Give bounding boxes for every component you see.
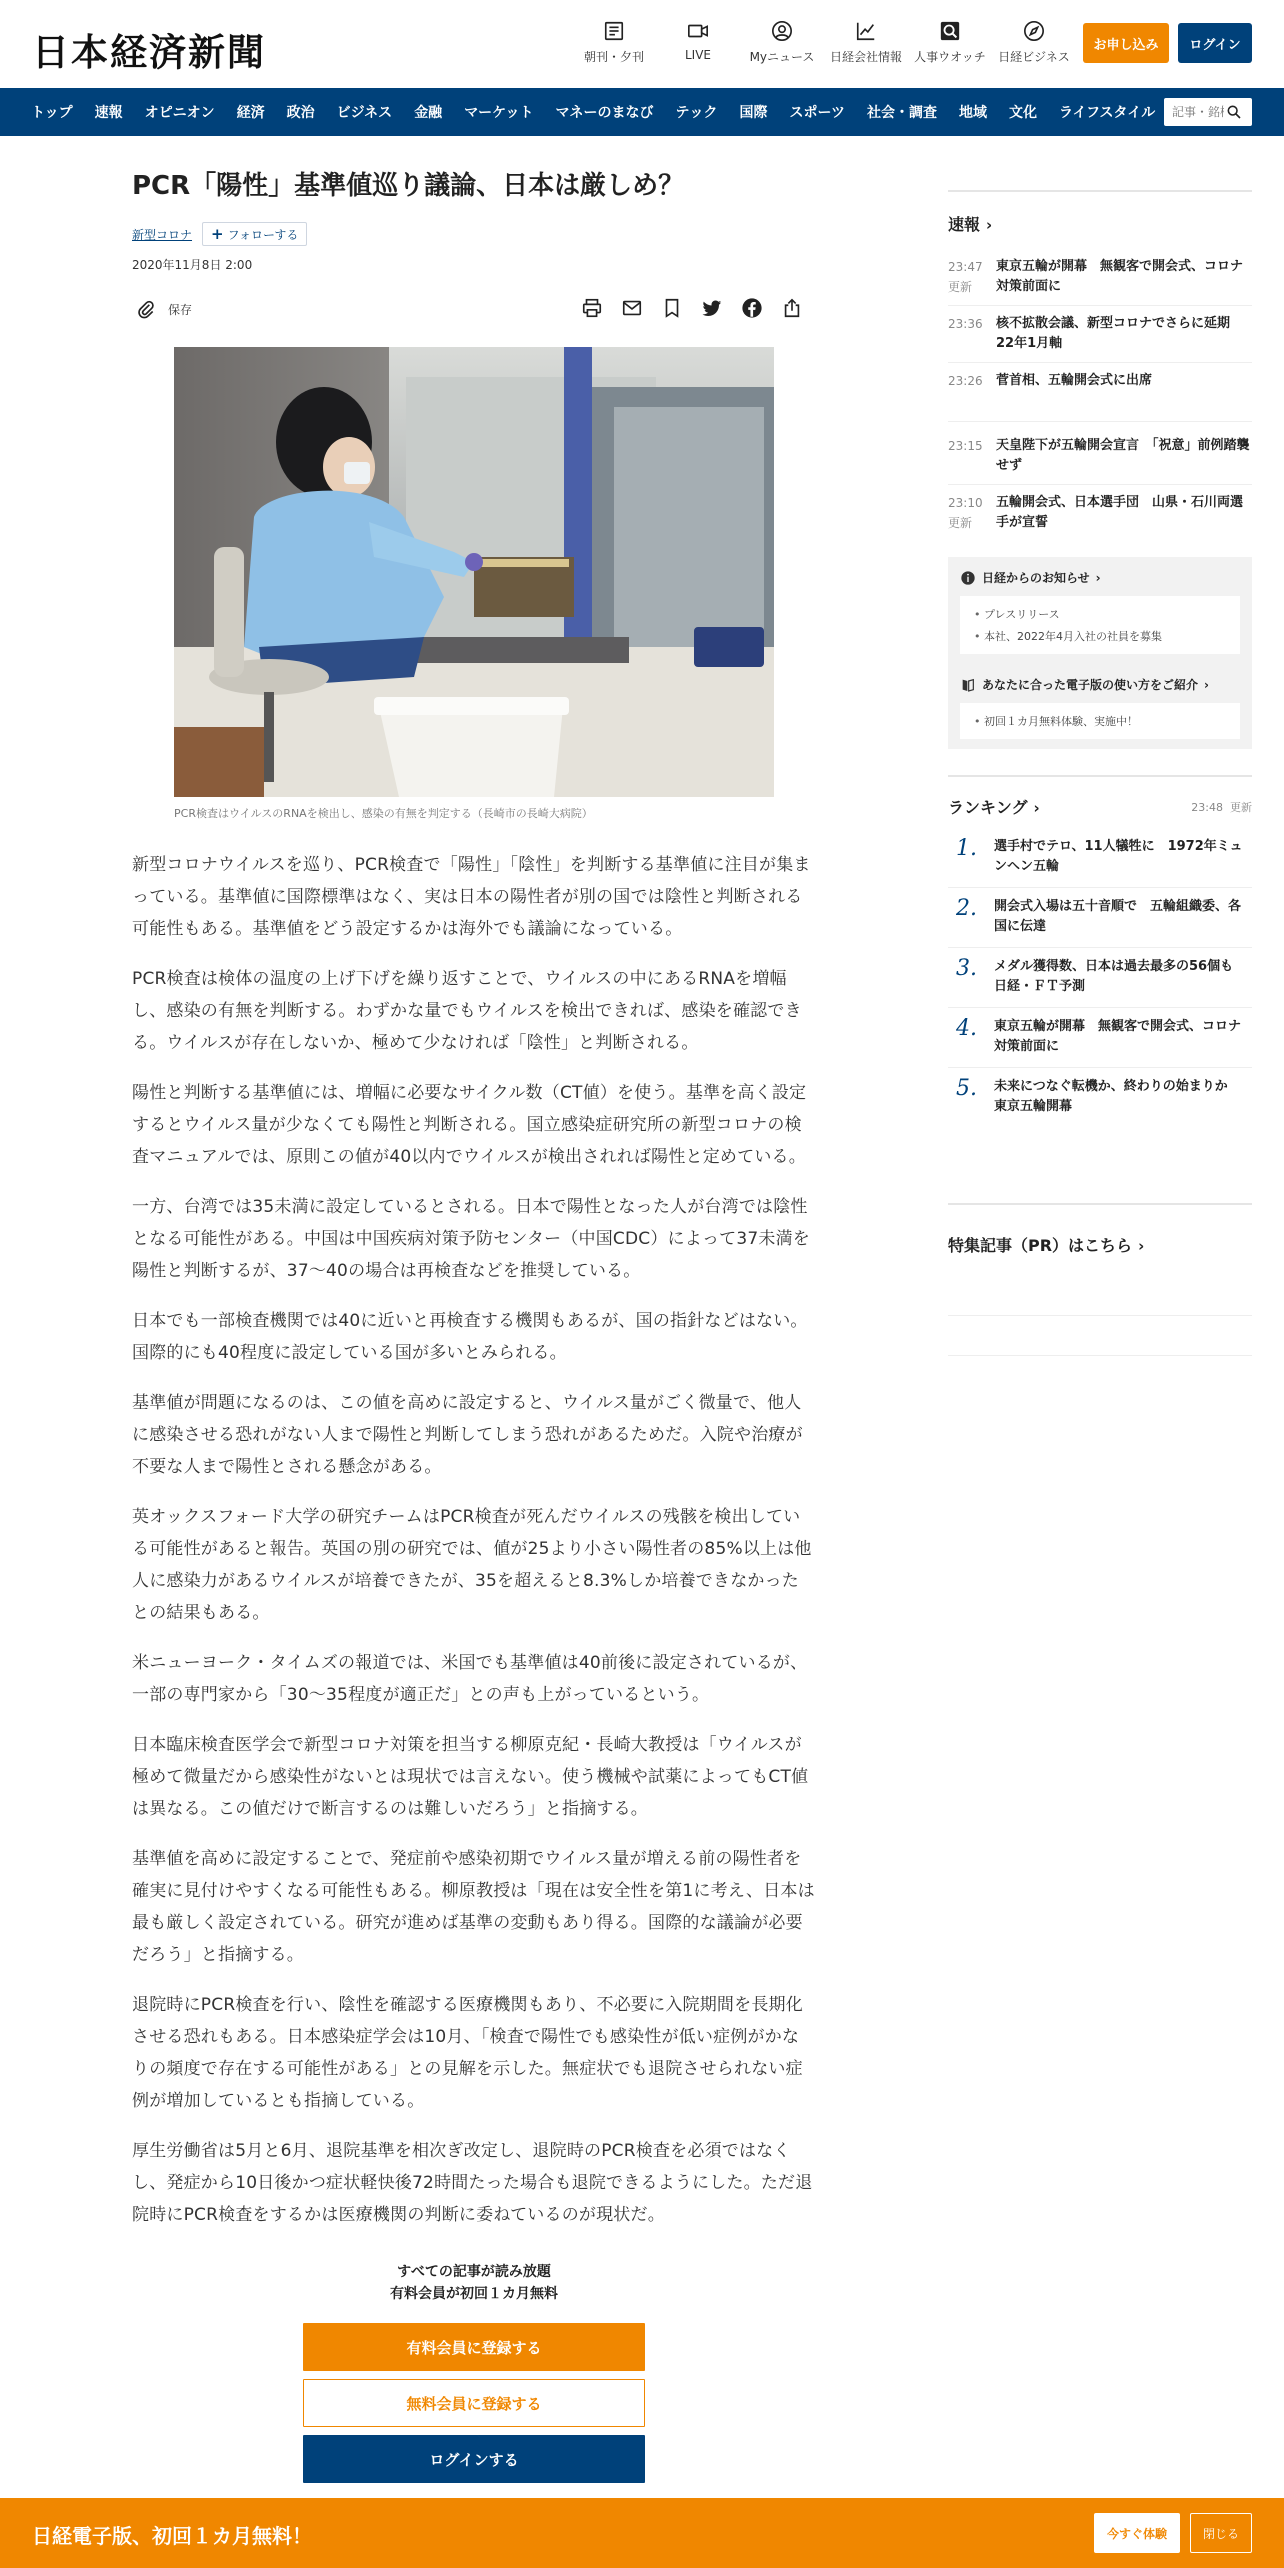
news-time bbox=[948, 314, 996, 354]
pr-list-placeholder bbox=[948, 1276, 1252, 1356]
breaking-news-header[interactable] bbox=[948, 190, 1252, 235]
company-info-link[interactable] bbox=[824, 20, 908, 65]
news-time bbox=[948, 436, 996, 476]
twitter-icon bbox=[701, 297, 723, 319]
ranking-title-text: ランキング bbox=[948, 798, 1028, 817]
pr-row bbox=[948, 1316, 1252, 1356]
chevron-right-icon: › bbox=[986, 216, 993, 234]
nav-item-opinion[interactable]: オピニオン bbox=[144, 105, 215, 121]
ranking-item-title: 開会式入場は五十音順で 五輪組織委、各国に伝達 bbox=[994, 899, 1242, 934]
chart-icon bbox=[855, 20, 877, 42]
guide-header[interactable] bbox=[960, 664, 1240, 703]
mail-icon bbox=[621, 297, 643, 319]
nav-items bbox=[20, 88, 1166, 136]
article-paragraph: 退院時にPCR検査を行い、陰性を確認する医療機関もあり、不必要に入院期間を長期化させる恐れもある。日本感染症学会は10月、「検査で陽性でも感染性が低い症例がかなりの頻度で存在する可能性がある」との見解を示した。無症状でも退院させられない症例が増加しているとも指摘している。 bbox=[132, 1995, 803, 2112]
nav-item-politics[interactable]: 政治 bbox=[286, 105, 315, 121]
chevron-right-icon: › bbox=[1095, 570, 1101, 585]
news-item[interactable] bbox=[948, 485, 1252, 541]
follow-label: フォローする bbox=[227, 227, 299, 242]
facebook-icon bbox=[741, 297, 763, 319]
nav-item-top[interactable]: トップ bbox=[31, 105, 73, 121]
news-item[interactable] bbox=[948, 428, 1252, 485]
login-button[interactable]: ログイン bbox=[1178, 23, 1252, 63]
plus-icon: + bbox=[211, 225, 224, 244]
news-time-text: 23:36 bbox=[948, 317, 983, 331]
notice-header[interactable] bbox=[960, 557, 1240, 596]
nav-item-money[interactable]: マネーのまなび bbox=[555, 105, 654, 121]
live-label: LIVE bbox=[684, 48, 711, 62]
paperclip-icon bbox=[136, 299, 156, 319]
bookmark-button[interactable] bbox=[652, 297, 692, 319]
nav-item-business[interactable]: ビジネス bbox=[336, 105, 393, 121]
print-edition-link[interactable] bbox=[572, 20, 656, 65]
lab-photo-illustration bbox=[174, 347, 774, 797]
search-icon[interactable] bbox=[1226, 104, 1242, 120]
ranking-title[interactable] bbox=[948, 795, 1040, 818]
my-news-link[interactable] bbox=[740, 20, 824, 65]
updated-label: 更新 bbox=[948, 516, 973, 530]
nikkei-business-link[interactable] bbox=[992, 20, 1076, 65]
note-icon bbox=[661, 297, 683, 319]
search-input[interactable] bbox=[1164, 99, 1224, 125]
promo-banner bbox=[0, 2498, 1284, 2568]
breaking-news-list bbox=[948, 249, 1252, 541]
search-person-icon bbox=[939, 20, 961, 42]
site-header bbox=[0, 0, 1284, 88]
guide-title: あなたに合った電子版の使い方をご紹介 bbox=[982, 678, 1199, 692]
news-title: 東京五輪が開幕 無観客で開会式、コロナ対策前面に bbox=[996, 259, 1244, 294]
site-logo[interactable]: 日本経済新聞 bbox=[32, 30, 266, 74]
notice-box bbox=[948, 557, 1252, 749]
newspaper-icon bbox=[603, 20, 625, 42]
article-paragraph: 基準値を高めに設定することで、発症前や感染初期でウイルス量が増える前の陽性者を確実に見付けやすくなる可能性もある。柳原教授は「現在は安全性を第1に考え、日本は最も厳しく設定されている。研究が進めば基準の変動もあり得る。国際的な議論が必要だろう」と指摘する。 bbox=[132, 1849, 815, 1966]
news-title: 天皇陛下が五輪開会宣言 「祝意」前例踏襲せず bbox=[996, 438, 1250, 473]
email-share-button[interactable] bbox=[612, 297, 652, 319]
register-paid-button[interactable]: 有料会員に登録する bbox=[303, 2323, 645, 2371]
nav-item-economy[interactable]: 経済 bbox=[236, 105, 265, 121]
article-paragraph: 英オックスフォード大学の研究チームはPCR検査が死んだウイルスの残骸を検出している可能性があると報告。英国の別の研究では、値が25より小さい陽性者の85%以上は他人に感染力があるウイルスが培養できたが、35を超えると8.3%しか培養できなかったとの結果もある。 bbox=[132, 1507, 812, 1624]
notice-list bbox=[960, 596, 1240, 654]
share-button[interactable] bbox=[772, 297, 812, 319]
paywall-login-button[interactable]: ログインする bbox=[303, 2435, 645, 2483]
sidebar bbox=[948, 136, 1252, 1356]
notice-separator bbox=[960, 654, 1240, 664]
guide-list bbox=[960, 703, 1240, 739]
info-icon bbox=[960, 570, 976, 586]
news-title: 菅首相、五輪開会式に出席 bbox=[996, 373, 1153, 388]
follow-button[interactable] bbox=[202, 222, 307, 246]
news-time-text: 23:26 bbox=[948, 374, 983, 388]
nav-item-international[interactable]: 国際 bbox=[739, 105, 768, 121]
news-time bbox=[948, 257, 996, 297]
article-paragraph: 陽性と判断する基準値には、増幅に必要なサイクル数（CT値）を使う。基準を高く設定するとウイルス量が少なくても陽性と判断される。国立感染症研究所の新型コロナの検査マニュアルでは、原則この値が40以内でウイルスが検出されれば陽性と定めている。 bbox=[132, 1083, 807, 1168]
user-icon bbox=[771, 20, 793, 42]
personnel-watch-label: 人事ウオッチ bbox=[914, 50, 986, 64]
paywall-headline: すべての記事が読み放題 bbox=[397, 2264, 551, 2281]
ranking-list bbox=[948, 828, 1252, 1127]
ranking-item-title: 未来につなぐ転機か、終わりの始まりか 東京五輪開幕 bbox=[994, 1079, 1241, 1114]
main-nav bbox=[0, 88, 1284, 136]
article-title: PCR「陽性」基準値巡り議論、日本は厳しめ？ bbox=[132, 171, 685, 201]
news-time-text: 23:47 bbox=[948, 260, 983, 274]
ranking-number: 2. bbox=[956, 896, 977, 921]
guide-item[interactable]: • 初回１カ月無料体験、実施中！ bbox=[974, 711, 1228, 733]
chevron-right-icon: › bbox=[1204, 677, 1209, 692]
nav-item-culture[interactable]: 文化 bbox=[1008, 105, 1037, 121]
ranking-item[interactable] bbox=[948, 1008, 1252, 1068]
chevron-right-icon: › bbox=[1138, 1237, 1145, 1255]
article-body bbox=[132, 849, 816, 2231]
photo-caption: PCR検査はウイルスのRNAを検出し、感染の有無を判定する（長崎市の長崎大病院） bbox=[174, 807, 593, 821]
news-time bbox=[948, 371, 996, 391]
nav-item-society[interactable]: 社会・調査 bbox=[866, 105, 937, 121]
search-box bbox=[1164, 98, 1252, 126]
article-paragraph: 日本臨床検査医学会で新型コロナ対策を担当する柳原克紀・長崎大教授は「ウイルスが極めて微量だから感染性がないとは現状では言えない。使う機械や試薬によってもCT値は異なる。この値だけで断言するのは難しいだろう」と指摘する。 bbox=[132, 1735, 809, 1820]
article-paragraph: 新型コロナウイルスを巡り、PCR検査で「陽性」「陰性」を判断する基準値に注目が集まっている。基準値に国際標準はなく、実は日本の陽性者が別の国では陰性と判断される可能性もある。基準値をどう設定するかは海外でも議論になっている。 bbox=[132, 855, 811, 940]
nav-item-tech[interactable]: テック bbox=[675, 105, 718, 121]
article-tags bbox=[132, 222, 816, 246]
ranking-number: 1. bbox=[956, 836, 977, 861]
ranking-updated bbox=[1191, 799, 1252, 815]
share-buttons bbox=[572, 297, 812, 319]
print-edition-label: 朝刊・夕刊 bbox=[583, 50, 644, 64]
article-paragraph: 基準値が問題になるのは、この値を高めに設定すると、ウイルス量がごく微量で、他人に感染させる恐れがない人まで陽性と判断してしまう恐れがあるためだ。入院や治療が不要な人まで陽性とされる懸念がある。 bbox=[132, 1393, 803, 1478]
article-toolbar bbox=[132, 293, 816, 327]
news-title: 五輪開会式、日本選手団 山県・石川両選手が宣誓 bbox=[996, 495, 1244, 530]
ranking-time: 23:48 bbox=[1191, 800, 1223, 814]
paywall-subline: 有料会員が初回１カ月無料 bbox=[390, 2286, 558, 2303]
news-time bbox=[948, 493, 996, 533]
news-item[interactable] bbox=[948, 249, 1252, 306]
printer-icon bbox=[581, 297, 603, 319]
ranking-item[interactable] bbox=[948, 828, 1252, 888]
ranking-number: 3. bbox=[956, 956, 977, 981]
ranking-item-title: メダル獲得数、日本は過去最多の56個も 日経・ＦＴ予測 bbox=[994, 959, 1247, 994]
notice-item[interactable]: • 本社、2022年4月入社の社員を募集 bbox=[974, 626, 1228, 648]
ranking-header bbox=[948, 775, 1252, 818]
breaking-news-title bbox=[948, 212, 992, 235]
article bbox=[132, 136, 816, 2483]
share-icon bbox=[781, 297, 803, 319]
news-item[interactable] bbox=[948, 363, 1252, 422]
nav-item-finance[interactable]: 金融 bbox=[414, 105, 443, 121]
book-icon bbox=[960, 677, 976, 693]
ranking-item[interactable] bbox=[948, 888, 1252, 948]
news-title: 核不拡散会議、新型コロナでさらに延期 22年1月軸 bbox=[996, 316, 1244, 351]
article-paragraph: 米ニューヨーク・タイムズの報道では、米国でも基準値は40前後に設定されているが、一部の専門家から「30～35程度が適正だ」との声も上がっているという。 bbox=[132, 1653, 808, 1706]
personnel-watch-link[interactable] bbox=[908, 20, 992, 65]
nav-item-sports[interactable]: スポーツ bbox=[789, 105, 845, 121]
compass-icon bbox=[1023, 20, 1045, 42]
ranking-updated-label: 更新 bbox=[1230, 800, 1252, 814]
print-button[interactable] bbox=[572, 297, 612, 319]
nikkei-business-label: 日経ビジネス bbox=[998, 50, 1070, 64]
article-paragraph: 厚生労働省は5月と6月、退院基準を相次ぎ改定し、退院時のPCR検査を必須ではなくし、発症から10日後かつ症状軽快後72時間たった場合も退院できるようにした。ただ退院時にPCR検査をするかは医療機関の判断に委ねているのが現状だ。 bbox=[132, 2141, 813, 2226]
nav-item-lifestyle[interactable]: ライフスタイル bbox=[1058, 105, 1156, 121]
pr-title bbox=[948, 1233, 1144, 1256]
company-info-label: 日経会社情報 bbox=[829, 50, 902, 64]
facebook-share-button[interactable] bbox=[732, 297, 772, 319]
pr-row bbox=[948, 1276, 1252, 1316]
save-label: 保存 bbox=[168, 302, 193, 317]
nav-item-breaking[interactable]: 速報 bbox=[94, 105, 123, 121]
try-now-button[interactable]: 今すぐ体験 bbox=[1094, 2513, 1180, 2553]
article-photo bbox=[174, 347, 774, 797]
notice-item[interactable]: • プレスリリース bbox=[974, 604, 1228, 626]
news-time-text: 23:10 bbox=[948, 496, 983, 510]
nav-item-market[interactable]: マーケット bbox=[464, 105, 534, 121]
my-news-label: Myニュース bbox=[749, 50, 815, 64]
news-item[interactable] bbox=[948, 306, 1252, 363]
video-icon bbox=[687, 20, 709, 42]
apply-button[interactable]: お申し込み bbox=[1083, 23, 1169, 63]
news-time-text: 23:15 bbox=[948, 439, 983, 453]
ranking-item[interactable] bbox=[948, 1068, 1252, 1127]
article-date: 2020年11月8日 2:00 bbox=[132, 258, 253, 273]
pr-title-text: 特集記事（PR）はこちら bbox=[948, 1236, 1133, 1255]
paywall bbox=[132, 2261, 816, 2483]
ranking-number: 4. bbox=[956, 1016, 977, 1041]
header-icon-links bbox=[572, 20, 1076, 65]
close-banner-button[interactable]: 閉じる bbox=[1190, 2513, 1252, 2553]
nav-item-region[interactable]: 地域 bbox=[958, 105, 987, 121]
article-paragraph: 一方、台湾では35未満に設定しているとされる。日本で陽性となった人が台湾では陰性となる可能性がある。中国は中国疾病対策予防センター（中国CDC）によって37未満を陽性と判断するが、37～40の場合は再検査などを推奨している。 bbox=[132, 1197, 810, 1282]
pr-header[interactable] bbox=[948, 1203, 1252, 1256]
live-link[interactable] bbox=[656, 20, 740, 65]
breaking-news-title-text: 速報 bbox=[948, 215, 981, 234]
twitter-share-button[interactable] bbox=[692, 297, 732, 319]
notice-title: 日経からのお知らせ bbox=[982, 571, 1090, 585]
ranking-number: 5. bbox=[956, 1076, 977, 1101]
ranking-item-title: 選手村でテロ、11人犠牲に 1972年ミュンヘン五輪 bbox=[994, 839, 1243, 874]
article-paragraph: 日本でも一部検査機関では40に近いと再検査する機関もあるが、国の指針などはない。国際的にも40程度に設定している国が多いとみられる。 bbox=[132, 1311, 808, 1364]
banner-text: 日経電子版、初回１カ月無料！ bbox=[32, 2524, 312, 2548]
chevron-right-icon: › bbox=[1033, 799, 1040, 817]
save-button[interactable] bbox=[136, 299, 192, 319]
updated-label: 更新 bbox=[948, 280, 973, 294]
ranking-item-title: 東京五輪が開幕 無観客で開会式、コロナ対策前面に bbox=[994, 1019, 1242, 1054]
topic-tag-link[interactable]: 新型コロナ bbox=[132, 227, 193, 242]
article-paragraph: PCR検査は検体の温度の上げ下げを繰り返すことで、ウイルスの中にあるRNAを増幅し、感染の有無を判断する。わずかな量でもウイルスを検出できれば、感染を確認できる。ウイルスが存在しないか、極めて少なければ「陰性」と判断される。 bbox=[132, 969, 802, 1054]
register-free-button[interactable]: 無料会員に登録する bbox=[303, 2379, 645, 2427]
ranking-item[interactable] bbox=[948, 948, 1252, 1008]
